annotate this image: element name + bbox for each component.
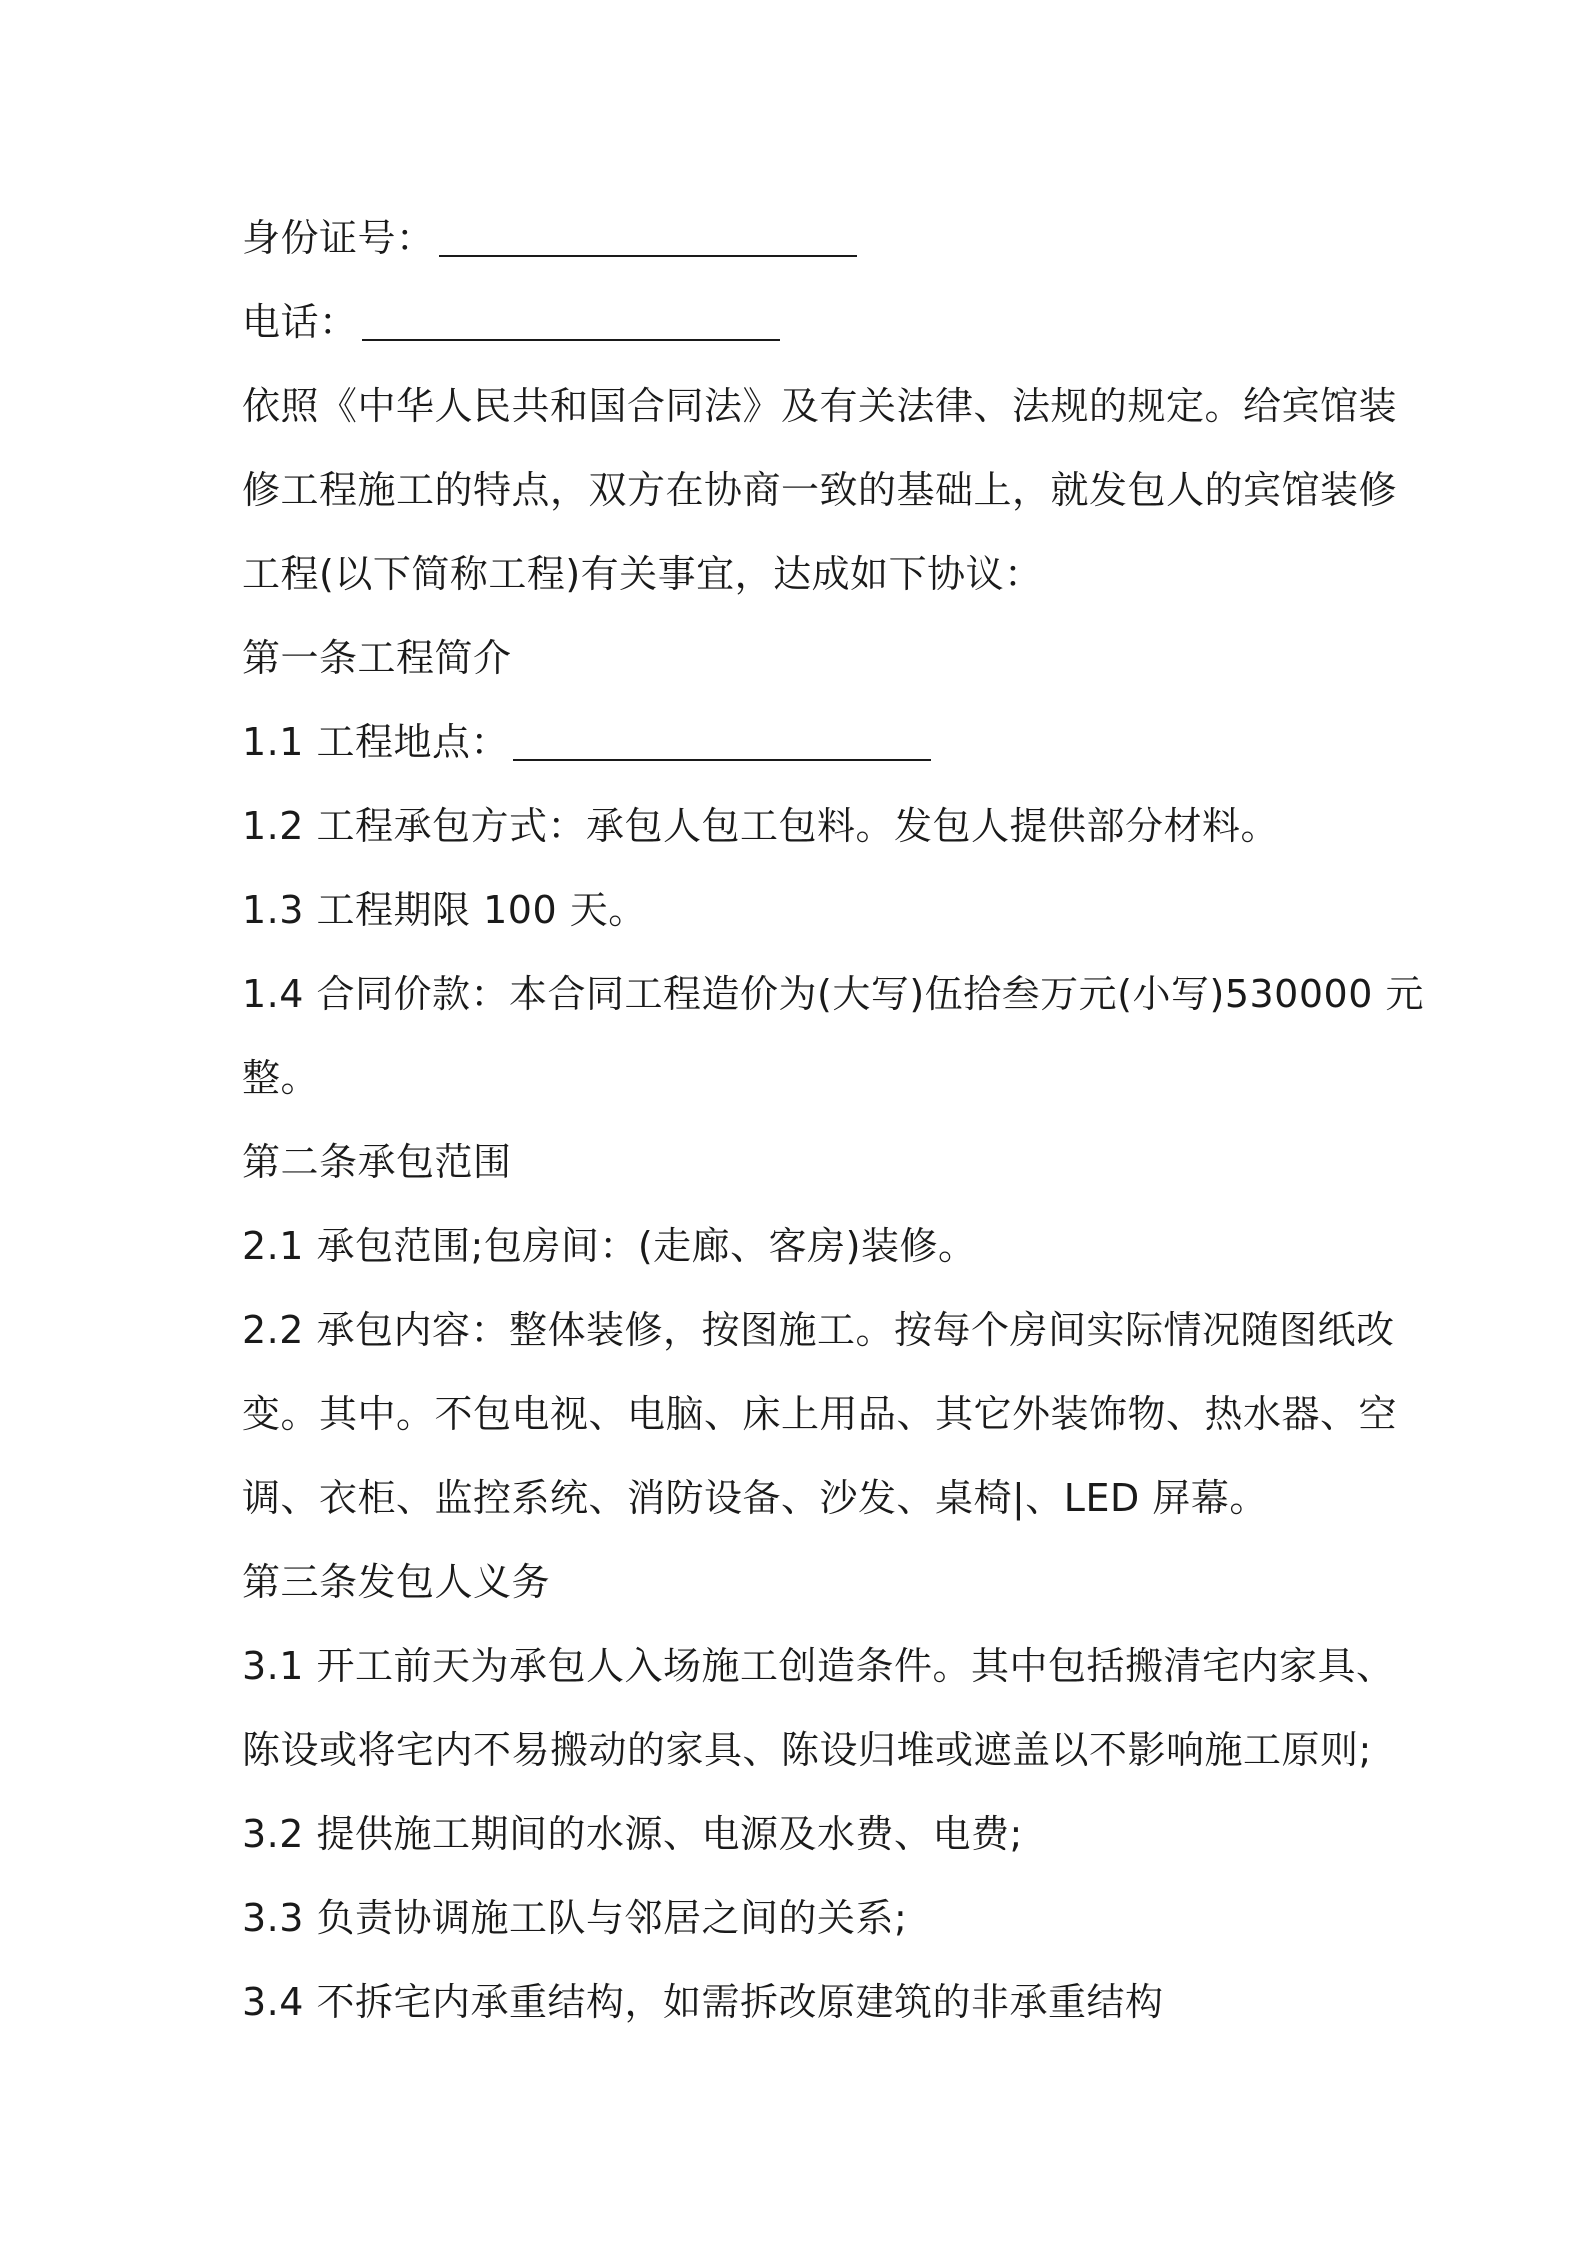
item-1-3: 1.3 工程期限 100 天。 [242,888,647,932]
section-2-heading: 第二条承包范围 [242,1140,512,1184]
location-blank [513,721,931,761]
item-3-2: 3.2 提供施工期间的水源、电源及水费、电费; [242,1812,1023,1856]
item-3-3: 3.3 负责协调施工队与邻居之间的关系; [242,1896,908,1940]
intro-line-2: 修工程施工的特点，双方在协商一致的基础上，就发包人的宾馆装修 [242,468,1398,512]
item-2-2-line-3: 调、衣柜、监控系统、消防设备、沙发、桌椅|、LED 屏幕。 [242,1476,1268,1520]
item-1-1-label: 1.1 工程地点： [242,720,510,764]
item-2-2-line-2: 变。其中。不包电视、电脑、床上用品、其它外装饰物、热水器、空 [242,1392,1398,1436]
section-1-heading: 第一条工程简介 [242,636,512,680]
item-3-1-line-2: 陈设或将宅内不易搬动的家具、陈设归堆或遮盖以不影响施工原则; [242,1728,1372,1772]
phone-label: 电话： [242,300,358,344]
item-3-4: 3.4 不拆宅内承重结构，如需拆改原建筑的非承重结构 [242,1980,1164,2024]
item-3-1-line-1: 3.1 开工前天为承包人入场施工创造条件。其中包括搬清宅内家具、 [242,1644,1395,1688]
document-body [242,196,1424,2044]
section-3-heading: 第三条发包人义务 [242,1560,551,1604]
item-2-2-line-1: 2.2 承包内容：整体装修，按图施工。按每个房间实际情况随图纸改 [242,1308,1395,1352]
phone-blank [362,301,780,341]
phone-field [242,280,1362,364]
item-1-2: 1.2 工程承包方式：承包人包工包料。发包人提供部分材料。 [242,804,1280,848]
intro-line-1: 依照《中华人民共和国合同法》及有关法律、法规的规定。给宾馆装 [242,384,1398,428]
id-number-field [242,196,1362,280]
id-number-label: 身份证号： [242,216,435,260]
item-1-1 [242,700,1362,784]
item-1-4-line-1: 1.4 合同价款：本合同工程造价为(大写)伍拾叁万元(小写)530000 元 [242,972,1424,1016]
intro-line-3: 工程(以下简称工程)有关事宜，达成如下协议： [242,552,1043,596]
item-2-1: 2.1 承包范围;包房间：(走廊、客房)装修。 [242,1224,977,1268]
item-1-4-line-2: 整。 [242,1056,320,1100]
id-number-blank [439,217,857,257]
